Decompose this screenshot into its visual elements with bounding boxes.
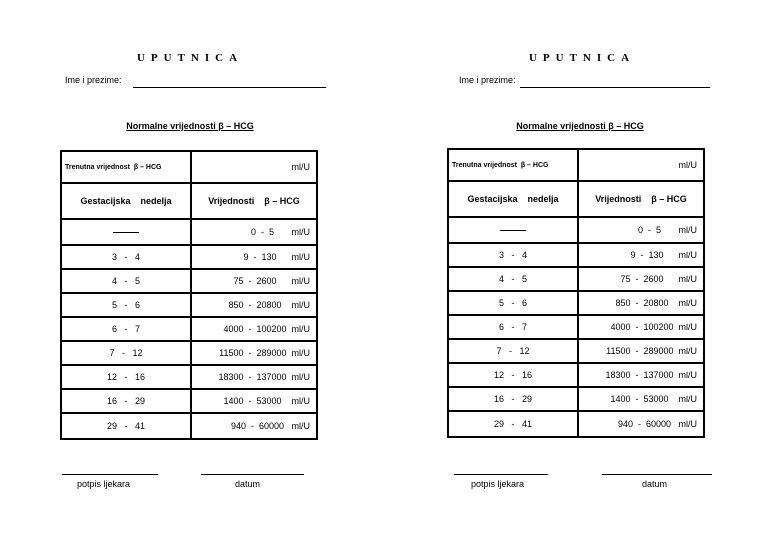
table-row [62, 246, 316, 270]
value-cell: 0 - 5 ml/U [250, 227, 310, 237]
signature-line[interactable] [454, 474, 548, 475]
column-divider [577, 412, 579, 436]
column-divider [190, 294, 192, 316]
date-line[interactable] [201, 474, 304, 475]
table-row [449, 244, 703, 268]
week-cell: 7 - 12 [496, 346, 530, 356]
column-divider [577, 364, 579, 386]
column-divider [577, 150, 579, 180]
column-divider [190, 366, 192, 388]
week-cell: 16 - 29 [106, 396, 146, 406]
date-label: datum [235, 479, 261, 489]
name-field[interactable] [133, 87, 326, 88]
value-column-header: Vrijednosti β – HCG [208, 196, 300, 206]
table-row [62, 342, 316, 366]
column-divider [577, 388, 579, 410]
hcg-table [60, 150, 318, 440]
value-cell: 850 - 20800 ml/U [228, 300, 310, 310]
column-divider [190, 152, 192, 182]
table-row [449, 316, 703, 340]
week-cell: 5 - 6 [111, 300, 140, 310]
table-row [449, 388, 703, 412]
current-value-row [449, 150, 703, 182]
name-label: Ime i prezime: [459, 75, 516, 85]
column-divider [577, 218, 579, 242]
table-subtitle: Normalne vrijednosti β – HCG [516, 121, 644, 131]
table-row [449, 340, 703, 364]
week-cell: 4 - 5 [111, 276, 140, 286]
value-cell: 1400 - 53000 ml/U [610, 394, 697, 404]
week-cell: 5 - 6 [498, 298, 527, 308]
column-divider [577, 340, 579, 362]
current-value-label: Trenutna vrijednost β – HCG [65, 163, 162, 171]
value-cell: 1400 - 53000 ml/U [223, 396, 310, 406]
value-cell: 4000 - 100200 ml/U [223, 324, 310, 334]
dash-mark [113, 232, 139, 233]
table-row [62, 270, 316, 294]
column-divider [577, 292, 579, 314]
week-cell: 6 - 7 [498, 322, 527, 332]
value-cell: 9 - 130 ml/U [243, 252, 310, 262]
week-cell: 6 - 7 [111, 324, 140, 334]
week-cell: 7 - 12 [109, 348, 143, 358]
value-cell: 850 - 20800 ml/U [615, 298, 697, 308]
week-column-header: Gestacijska nedelja [467, 194, 559, 204]
name-label: Ime i prezime: [65, 75, 122, 85]
value-cell: 11500 - 289000 ml/U [219, 348, 310, 358]
week-cell [62, 220, 190, 244]
current-value-label: Trenutna vrijednost β – HCG [452, 161, 549, 169]
value-cell: 4000 - 100200 ml/U [610, 322, 697, 332]
column-divider [190, 270, 192, 292]
column-divider [190, 220, 192, 244]
column-divider [190, 246, 192, 268]
week-column-header: Gestacijska nedelja [80, 196, 172, 206]
value-cell: 75 - 2600 ml/U [620, 274, 697, 284]
table-row [62, 318, 316, 342]
value-cell: 0 - 5 ml/U [637, 225, 697, 235]
week-cell: 16 - 29 [493, 394, 533, 404]
signature-label: potpis ljekara [77, 479, 131, 489]
current-value-unit[interactable]: ml/U [678, 160, 697, 170]
column-divider [190, 318, 192, 340]
column-divider [577, 244, 579, 266]
value-cell: 940 - 60000 ml/U [617, 419, 697, 429]
week-cell: 29 - 41 [493, 419, 533, 429]
table-row [449, 218, 703, 244]
table-row [62, 414, 316, 438]
hcg-table [447, 148, 705, 438]
table-subtitle: Normalne vrijednosti β – HCG [126, 121, 254, 131]
column-divider [190, 414, 192, 438]
table-row [62, 294, 316, 318]
current-value-row [62, 152, 316, 184]
column-divider [577, 268, 579, 290]
form-title: UPUTNICA [528, 52, 636, 64]
date-line[interactable] [602, 474, 712, 475]
header-row [449, 182, 703, 218]
week-cell: 12 - 16 [493, 370, 533, 380]
column-divider [190, 342, 192, 364]
value-cell: 11500 - 289000 ml/U [606, 346, 697, 356]
value-cell: 940 - 60000 ml/U [230, 421, 310, 431]
signature-line[interactable] [62, 474, 158, 475]
value-cell: 9 - 130 ml/U [630, 250, 697, 260]
value-cell: 18300 - 137000 ml/U [218, 372, 310, 382]
week-cell: 29 - 41 [106, 421, 146, 431]
table-row [449, 412, 703, 436]
table-row [449, 292, 703, 316]
value-column-header: Vrijednosti β – HCG [595, 194, 687, 204]
column-divider [190, 390, 192, 412]
table-row [62, 390, 316, 414]
table-row [62, 220, 316, 246]
column-divider [577, 316, 579, 338]
week-cell [449, 218, 577, 242]
week-cell: 12 - 16 [106, 372, 146, 382]
date-label: datum [642, 479, 668, 489]
table-row [449, 364, 703, 388]
week-cell: 3 - 4 [498, 250, 527, 260]
form-title: UPUTNICA [136, 52, 244, 64]
week-cell: 3 - 4 [111, 252, 140, 262]
current-value-unit[interactable]: ml/U [291, 162, 310, 172]
dash-mark [500, 230, 526, 231]
name-field[interactable] [520, 87, 710, 88]
value-cell: 18300 - 137000 ml/U [605, 370, 697, 380]
signature-label: potpis ljekara [471, 479, 525, 489]
header-row [62, 184, 316, 220]
value-cell: 75 - 2600 ml/U [233, 276, 310, 286]
table-row [449, 268, 703, 292]
week-cell: 4 - 5 [498, 274, 527, 284]
table-row [62, 366, 316, 390]
